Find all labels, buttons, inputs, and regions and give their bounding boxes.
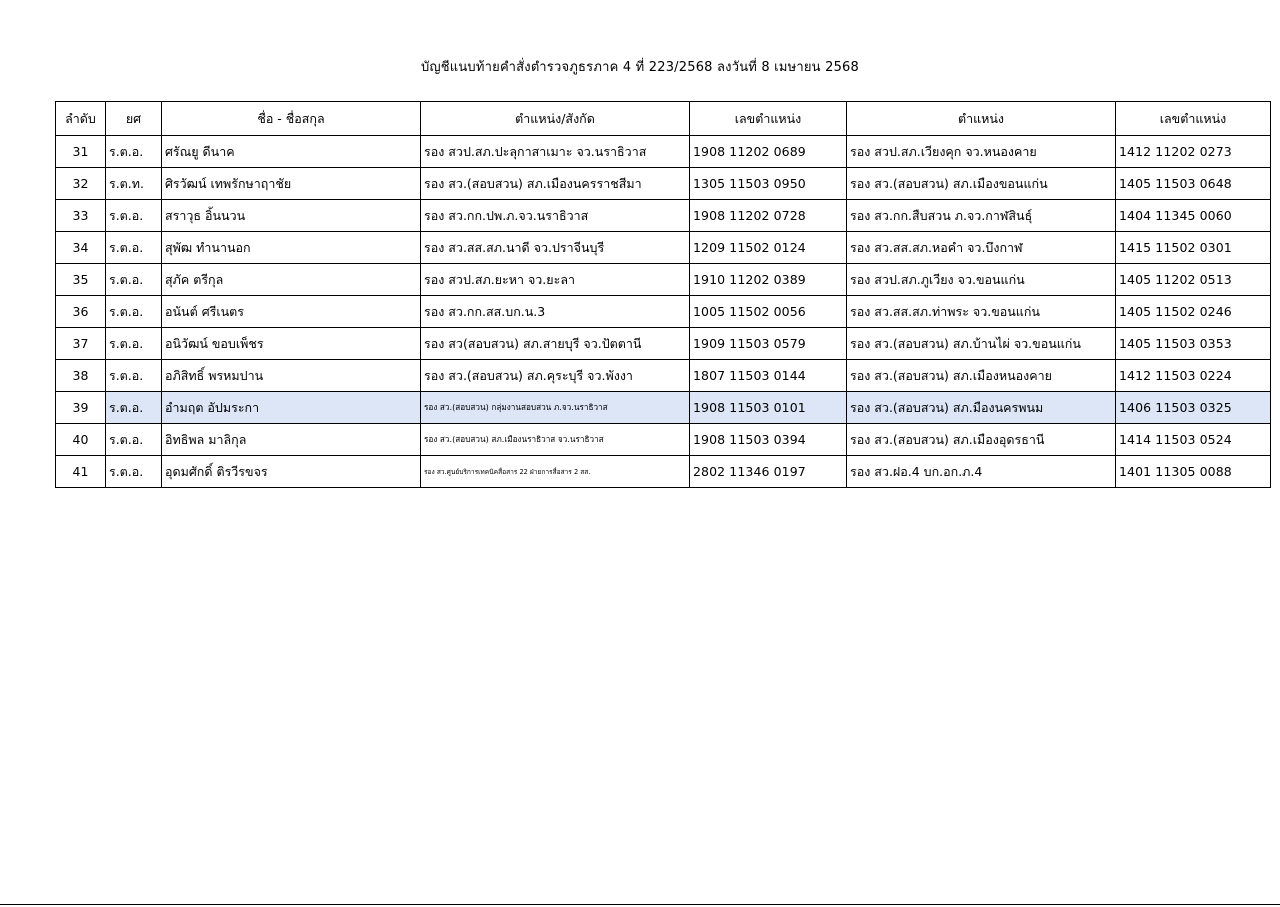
row-order: 41 [56,456,106,488]
table-row [56,456,1271,488]
row-old-position: รอง สว.(สอบสวน) สภ.คุระบุรี จว.พังงา [421,360,690,392]
page-bottom-divider [0,904,1280,905]
row-new-position: รอง สว.สส.สภ.ท่าพระ จว.ขอนแก่น [847,296,1116,328]
row-rank: ร.ต.อ. [106,424,162,456]
row-order: 34 [56,232,106,264]
row-old-position: รอง สว.ศูนย์บริการเทคนิคสื่อสาร 22 ฝ่ายการสื่อสาร 2 สส. [421,456,690,488]
row-new-position: รอง สว.(สอบสวน) สภ.เมืองอุดรธานี [847,424,1116,456]
table-row [56,328,1271,360]
row-order: 31 [56,136,106,168]
col-header-rank: ยศ [106,102,162,136]
row-name: อุดมศักดิ์ ติรวีรขจร [162,456,421,488]
row-name: สุพัฒ ทำนานอก [162,232,421,264]
row-name: ศรัณยู ดีนาค [162,136,421,168]
transfer-table [55,101,1271,488]
row-old-number: 1908 11202 0728 [690,200,847,232]
row-rank: ร.ต.อ. [106,456,162,488]
row-order: 37 [56,328,106,360]
row-old-number: 1909 11503 0579 [690,328,847,360]
row-new-position: รอง สว.(สอบสวน) สภ.เมืองขอนแก่น [847,168,1116,200]
row-rank: ร.ต.อ. [106,392,162,424]
col-header-old-position: ตำแหน่ง/สังกัด [421,102,690,136]
row-new-position: รอง สว.กก.สืบสวน ภ.จว.กาฬสินธุ์ [847,200,1116,232]
row-old-number: 1305 11503 0950 [690,168,847,200]
row-new-number: 1414 11503 0524 [1116,424,1271,456]
row-old-number: 1908 11202 0689 [690,136,847,168]
col-header-old-number: เลขตำแหน่ง [690,102,847,136]
row-new-position: รอง สว.(สอบสวน) สภ.มืองนครพนม [847,392,1116,424]
row-new-position: รอง สว.(สอบสวน) สภ.เมืองหนองคาย [847,360,1116,392]
row-order: 36 [56,296,106,328]
row-rank: ร.ต.อ. [106,136,162,168]
row-rank: ร.ต.อ. [106,264,162,296]
table-row [56,200,1271,232]
row-old-number: 1209 11502 0124 [690,232,847,264]
row-old-position: รอง สว.(สอบสวน) สภ.เมืองนครราชสีมา [421,168,690,200]
row-order: 39 [56,392,106,424]
row-new-number: 1412 11202 0273 [1116,136,1271,168]
row-old-position: รอง สว.กก.ปพ.ภ.จว.นราธิวาส [421,200,690,232]
document-title: บัญชีแนบท้ายคำสั่งตำรวจภูธรภาค 4 ที่ 223/2568 ลงวันที่ 8 เมษายน 2568 [421,60,859,75]
row-new-position: รอง สว.ฝอ.4 บก.อก.ภ.4 [847,456,1116,488]
row-rank: ร.ต.อ. [106,328,162,360]
table-row [56,264,1271,296]
table-row [56,424,1271,456]
row-rank: ร.ต.ท. [106,168,162,200]
table-header-row [56,102,1271,136]
table-row-highlighted [56,392,1271,424]
col-header-new-number: เลขตำแหน่ง [1116,102,1271,136]
col-header-name: ชื่อ - ชื่อสกุล [162,102,421,136]
row-new-number: 1405 11202 0513 [1116,264,1271,296]
row-order: 33 [56,200,106,232]
col-header-order: ลำดับ [56,102,106,136]
row-order: 40 [56,424,106,456]
row-new-number: 1405 11503 0353 [1116,328,1271,360]
row-name: อภิสิทธิ์ พรหมปาน [162,360,421,392]
row-new-position: รอง สวป.สภ.เวียงคุก จว.หนองคาย [847,136,1116,168]
row-order: 32 [56,168,106,200]
row-name: อำมฤต อัปมระกา [162,392,421,424]
row-new-position: รอง สว.สส.สภ.หอคำ จว.บึงกาฬ [847,232,1116,264]
row-old-position: รอง สว.(สอบสวน) กลุ่มงานสอบสวน ภ.จว.นราธิวาส [421,392,690,424]
row-old-number: 1005 11502 0056 [690,296,847,328]
row-old-position: รอง สว.(สอบสวน) สภ.เมืองนราธิวาส จว.นราธิวาส [421,424,690,456]
row-new-number: 1406 11503 0325 [1116,392,1271,424]
row-name: สุภัค ตรีกุล [162,264,421,296]
row-rank: ร.ต.อ. [106,360,162,392]
row-rank: ร.ต.อ. [106,200,162,232]
row-old-number: 1908 11503 0101 [690,392,847,424]
row-new-number: 1405 11502 0246 [1116,296,1271,328]
row-new-number: 1412 11503 0224 [1116,360,1271,392]
row-old-number: 2802 11346 0197 [690,456,847,488]
row-old-position: รอง สว.สส.สภ.นาดี จว.ปราจีนบุรี [421,232,690,264]
row-new-position: รอง สว.(สอบสวน) สภ.บ้านไผ่ จว.ขอนแก่น [847,328,1116,360]
row-old-position: รอง สว.กก.สส.บก.น.3 [421,296,690,328]
row-new-number: 1415 11502 0301 [1116,232,1271,264]
row-new-number: 1404 11345 0060 [1116,200,1271,232]
row-old-number: 1910 11202 0389 [690,264,847,296]
row-new-position: รอง สวป.สภ.ภูเวียง จว.ขอนแก่น [847,264,1116,296]
row-name: สราวุธ อิ้นนวน [162,200,421,232]
row-rank: ร.ต.อ. [106,232,162,264]
row-old-number: 1908 11503 0394 [690,424,847,456]
row-name: ศิรวัฒน์ เทพรักษาฤาชัย [162,168,421,200]
table-row [56,136,1271,168]
row-name: อนันต์ ศรีเนตร [162,296,421,328]
row-name: อิทธิพล มาลิกุล [162,424,421,456]
row-order: 38 [56,360,106,392]
row-old-position: รอง สว(สอบสวน) สภ.สายบุรี จว.ปัตตานี [421,328,690,360]
table-row [56,360,1271,392]
row-new-number: 1401 11305 0088 [1116,456,1271,488]
row-rank: ร.ต.อ. [106,296,162,328]
row-old-number: 1807 11503 0144 [690,360,847,392]
col-header-new-position: ตำแหน่ง [847,102,1116,136]
row-old-position: รอง สวป.สภ.ยะหา จว.ยะลา [421,264,690,296]
table-row [56,168,1271,200]
row-order: 35 [56,264,106,296]
table-row [56,232,1271,264]
row-name: อนิวัฒน์ ขอบเพ็ชร [162,328,421,360]
row-old-position: รอง สวป.สภ.ปะลุกาสาเมาะ จว.นราธิวาส [421,136,690,168]
table-row [56,296,1271,328]
row-new-number: 1405 11503 0648 [1116,168,1271,200]
